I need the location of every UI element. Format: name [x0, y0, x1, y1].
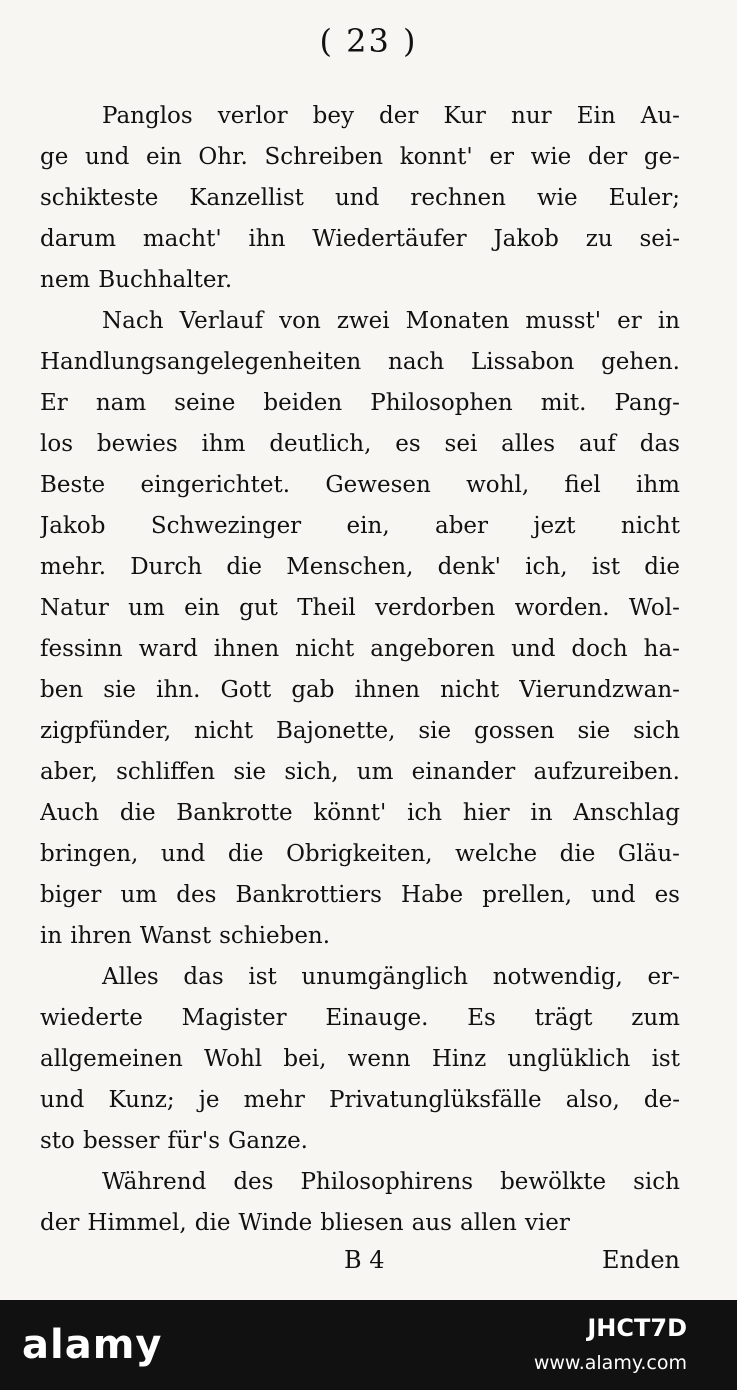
word: sie — [233, 759, 267, 785]
text-line — [40, 957, 680, 998]
word: sie — [577, 718, 611, 744]
word: sich — [633, 1169, 680, 1195]
word: Monaten — [405, 308, 510, 334]
word: Himmel, — [87, 1210, 187, 1236]
text-line — [40, 834, 680, 875]
word: Schwezinger — [150, 513, 302, 539]
text-line — [40, 342, 680, 383]
word: beiden — [263, 390, 343, 416]
word: das — [639, 431, 680, 457]
word: de- — [643, 1087, 680, 1113]
page-footer — [40, 1246, 680, 1282]
word: Schreiben — [264, 144, 384, 170]
word: Kunz; — [108, 1087, 175, 1113]
text-line — [40, 588, 680, 629]
word: rechnen — [410, 185, 506, 211]
word: sich, — [284, 759, 339, 785]
word: gehen. — [601, 349, 680, 375]
word: also, — [565, 1087, 620, 1113]
word: Beste — [40, 472, 106, 498]
word: um — [120, 882, 158, 908]
word: ihm — [201, 431, 246, 457]
word: ihnen — [213, 636, 280, 662]
word: der — [40, 1210, 80, 1236]
word: Jakob — [40, 513, 106, 539]
word: wie — [536, 185, 578, 211]
word: nicht — [194, 718, 254, 744]
word: Buchhalter. — [98, 267, 233, 293]
word: eingerichtet. — [140, 472, 291, 498]
word: vier — [524, 1210, 570, 1236]
signature-mark: B 4 — [344, 1246, 385, 1274]
word: um — [128, 595, 165, 621]
word: biger — [40, 882, 102, 908]
word: hier — [462, 800, 510, 826]
word: der — [587, 144, 628, 170]
word: Wiedertäufer — [312, 226, 467, 252]
word: in — [657, 308, 680, 334]
word: könnt' — [313, 800, 387, 826]
word: Privatunglüksfälle — [329, 1087, 542, 1113]
word: die — [194, 1210, 231, 1236]
word: nem — [40, 267, 91, 293]
text-line — [40, 916, 680, 957]
text-line — [40, 793, 680, 834]
word: Pang- — [614, 390, 680, 416]
word: unglüklich — [507, 1046, 631, 1072]
word: Ohr. — [198, 144, 248, 170]
word: fiel — [564, 472, 601, 498]
watermark-logo: alamy — [22, 1322, 163, 1368]
word: Wohl — [204, 1046, 263, 1072]
word: fessinn — [40, 636, 123, 662]
word: Wanst — [139, 923, 212, 949]
watermark-url: www.alamy.com — [533, 1352, 687, 1374]
word: angeboren — [370, 636, 496, 662]
text-line — [40, 178, 680, 219]
word: Er — [40, 390, 68, 416]
page-number: ( 23 ) — [319, 22, 418, 60]
word: Verlauf — [179, 308, 264, 334]
word: Theil — [297, 595, 356, 621]
word: wie — [530, 144, 572, 170]
word: das — [183, 964, 224, 990]
word: Habe — [401, 882, 464, 908]
word: ein, — [346, 513, 390, 539]
word: mehr — [243, 1087, 305, 1113]
word: die — [559, 841, 596, 867]
word: wiederte — [40, 1005, 143, 1031]
word: nur — [511, 103, 552, 129]
word: Ganze. — [228, 1128, 308, 1154]
word: los — [40, 431, 74, 457]
word: Panglos — [102, 103, 193, 129]
word: ihren — [70, 923, 132, 949]
word: schliffen — [116, 759, 216, 785]
word: ich, — [525, 554, 568, 580]
word: er — [617, 308, 642, 334]
watermark-image-id: JHCT7D — [587, 1314, 687, 1342]
word: wenn — [347, 1046, 411, 1072]
word: verlor — [217, 103, 288, 129]
word: aus — [411, 1210, 452, 1236]
word: nicht — [295, 636, 355, 662]
word: macht' — [142, 226, 222, 252]
word: mehr. — [40, 554, 107, 580]
word: zu — [585, 226, 613, 252]
word: Vierundzwan- — [519, 677, 680, 703]
word: Philosophirens — [300, 1169, 474, 1195]
word: des — [233, 1169, 274, 1195]
word: Nach — [102, 308, 164, 334]
word: schikteste — [40, 185, 159, 211]
word: Philosophen — [370, 390, 513, 416]
word: ihm — [636, 472, 680, 498]
word: es — [654, 882, 680, 908]
word: von — [279, 308, 321, 334]
word: bringen, — [40, 841, 139, 867]
word: welche — [455, 841, 538, 867]
text-line — [40, 711, 680, 752]
word: Einauge. — [325, 1005, 429, 1031]
word: Gewesen — [325, 472, 431, 498]
word: notwendig, — [492, 964, 623, 990]
text-line — [40, 629, 680, 670]
word: ge- — [643, 144, 680, 170]
word: die — [226, 554, 263, 580]
word: doch — [571, 636, 628, 662]
word: zum — [631, 1005, 680, 1031]
word: Au- — [640, 103, 680, 129]
word: verdorben — [374, 595, 496, 621]
text-line — [40, 219, 680, 260]
word: Euler; — [608, 185, 680, 211]
word: bewies — [96, 431, 178, 457]
text-line — [40, 1039, 680, 1080]
body-text — [40, 96, 680, 1244]
word: bey — [312, 103, 354, 129]
word: die — [644, 554, 680, 580]
word: Gläu- — [617, 841, 680, 867]
word: musst' — [525, 308, 602, 334]
word: Winde — [238, 1210, 313, 1236]
word: ich — [407, 800, 443, 826]
text-line — [40, 670, 680, 711]
word: schieben. — [219, 923, 331, 949]
word: besser — [82, 1128, 160, 1154]
word: Ein — [576, 103, 616, 129]
word: ha- — [643, 636, 680, 662]
word: Hinz — [431, 1046, 487, 1072]
word: um — [356, 759, 394, 785]
word: ben — [40, 677, 84, 703]
word: die — [119, 800, 156, 826]
word: unumgänglich — [301, 964, 469, 990]
word: ist — [248, 964, 277, 990]
word: Bankrotte — [176, 800, 293, 826]
text-line — [40, 260, 680, 301]
word: bei, — [283, 1046, 327, 1072]
word: er- — [647, 964, 680, 990]
word: ein — [184, 595, 220, 621]
word: gossen — [474, 718, 555, 744]
word: deutlich, — [269, 431, 372, 457]
word: bewölkte — [500, 1169, 607, 1195]
word: des — [176, 882, 217, 908]
word: und — [591, 882, 636, 908]
word: zigpfünder, — [40, 718, 172, 744]
word: auf — [578, 431, 616, 457]
word: Magister — [181, 1005, 287, 1031]
text-line — [40, 383, 680, 424]
word: Menschen, — [286, 554, 414, 580]
word: worden. — [514, 595, 610, 621]
text-line — [40, 752, 680, 793]
catchword: Enden — [602, 1246, 680, 1274]
word: Durch — [130, 554, 203, 580]
word: gut — [239, 595, 278, 621]
word: einander — [411, 759, 516, 785]
text-line — [40, 137, 680, 178]
word: nam — [95, 390, 147, 416]
word: bliesen — [320, 1210, 404, 1236]
word: sich — [633, 718, 680, 744]
word: nach — [388, 349, 445, 375]
word: gab — [291, 677, 335, 703]
word: wohl, — [466, 472, 530, 498]
word: ge — [40, 144, 69, 170]
word: seine — [174, 390, 236, 416]
word: ist — [591, 554, 621, 580]
text-line — [40, 547, 680, 588]
word: in — [40, 923, 63, 949]
word: alles — [501, 431, 556, 457]
word: darum — [40, 226, 117, 252]
word: ihn — [248, 226, 286, 252]
word: der — [379, 103, 419, 129]
watermark-banner — [0, 1300, 737, 1390]
word: sei — [444, 431, 478, 457]
text-line — [40, 301, 680, 342]
word: Bajonette, — [276, 718, 396, 744]
text-line — [40, 424, 680, 465]
word: Wol- — [628, 595, 680, 621]
word: aber, — [40, 759, 98, 785]
word: in — [530, 800, 553, 826]
word: Handlungsangelegenheiten — [40, 349, 362, 375]
word: ein — [145, 144, 182, 170]
word: es — [395, 431, 421, 457]
word: sie — [418, 718, 452, 744]
word: Kanzellist — [189, 185, 304, 211]
word: Anschlag — [573, 800, 680, 826]
word: Es — [467, 1005, 496, 1031]
word: Gott — [220, 677, 272, 703]
word: die — [227, 841, 264, 867]
word: Jakob — [493, 226, 559, 252]
word: Auch — [40, 800, 100, 826]
word: aber — [435, 513, 489, 539]
word: allgemeinen — [40, 1046, 183, 1072]
word: sie — [103, 677, 137, 703]
word: prellen, — [482, 882, 573, 908]
text-line — [40, 1162, 680, 1203]
word: Während — [102, 1169, 207, 1195]
word: trägt — [534, 1005, 593, 1031]
word: Kur — [443, 103, 486, 129]
word: Natur — [40, 595, 109, 621]
word: ihn. — [156, 677, 201, 703]
text-line — [40, 998, 680, 1039]
text-line — [40, 1121, 680, 1162]
word: ist — [651, 1046, 680, 1072]
text-line — [40, 465, 680, 506]
word: zwei — [336, 308, 390, 334]
word: konnt' — [399, 144, 473, 170]
word: er — [489, 144, 514, 170]
word: Obrigkeiten, — [286, 841, 433, 867]
word: denk' — [437, 554, 501, 580]
word: und — [511, 636, 556, 662]
word: mit. — [540, 390, 587, 416]
word: nicht — [620, 513, 680, 539]
word: aufzureiben. — [533, 759, 680, 785]
word: je — [198, 1087, 220, 1113]
word: ihnen — [354, 677, 420, 703]
text-line — [40, 875, 680, 916]
word: allen — [460, 1210, 517, 1236]
text-line — [40, 506, 680, 547]
text-line — [40, 96, 680, 137]
word: und — [160, 841, 206, 867]
text-line — [40, 1080, 680, 1121]
word: Alles — [102, 964, 159, 990]
word: für's — [167, 1128, 220, 1154]
text-line — [40, 1203, 680, 1244]
word: und — [40, 1087, 85, 1113]
word: sto — [40, 1128, 75, 1154]
word: Bankrottiers — [235, 882, 382, 908]
word: und — [84, 144, 130, 170]
word: Lissabon — [470, 349, 575, 375]
word: nicht — [440, 677, 500, 703]
word: jezt — [533, 513, 576, 539]
word: sei- — [639, 226, 680, 252]
word: und — [334, 185, 380, 211]
word: ward — [138, 636, 198, 662]
